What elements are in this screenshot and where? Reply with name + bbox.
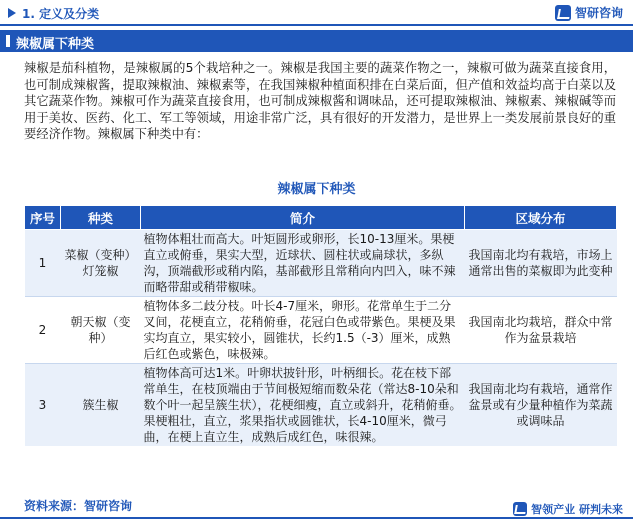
triangle-icon [8, 8, 16, 18]
table-header-row [25, 206, 617, 230]
cell-desc: 植物体多二歧分枝。叶长4-7厘米，卵形。花常单生于二分叉间，花梗直立，花稍俯垂，花冠白色或带紫色。果梗及果实均直立，果实较小，圆锥状，长约1.5（-3）厘米，成熟后红色或紫色，味极辣。 [141, 297, 465, 364]
footer-divider [0, 517, 633, 519]
footer-slogan: 智领产业 研判未来 [531, 503, 623, 516]
brand-logo [555, 4, 623, 21]
cell-no: 2 [25, 297, 61, 364]
cell-no: 1 [25, 230, 61, 297]
cell-desc: 植物体高可达1米。叶卵状披针形，叶柄细长。花在枝下部常单生，在枝顶端由于节间极短缩而数朵花（常达8-10朵和数个叶一起呈簇生状），花梗细瘦，直立或斜升，花稍俯垂。果梗粗壮，直立，浆果指状或圆锥状，长4-10厘米，微弓曲，在梗上直立生，成熟后成红色，味很辣。 [141, 364, 465, 447]
cell-type: 簇生椒 [61, 364, 141, 447]
header-desc: 简介 [141, 206, 465, 230]
cell-no: 3 [25, 364, 61, 447]
cell-desc: 植物体粗壮而高大。叶矩圆形或卵形，长10-13厘米。果梗直立或俯垂，果实大型，近球状、圆柱状或扁球状，多纵沟，顶端截形或稍内陷，基部截形且常稍向内凹入，味不辣而略带甜或稍带椒味。 [141, 230, 465, 297]
header-type: 种类 [61, 206, 141, 230]
intro-paragraph: 辣椒是茄科植物，是辣椒属的5个栽培种之一。辣椒是我国主要的蔬菜作物之一，辣椒可做为蔬菜直接食用，也可制成辣椒酱，提取辣椒油、辣椒素等，在我国辣椒种植面积排在白菜后面，但产值和效益均高于白菜以及其它蔬菜作物。辣椒可作为蔬菜直接食用，也可制成辣椒酱和调味品，还可提取辣椒油、辣椒素、辣椒碱等而用于美妆、医药、化工、军工等领域，用途非常广泛，具有很好的开发潜力，是世界上一类发展前景良好的重要经济作物。辣椒属下种类中有： [24, 61, 616, 142]
source-note: 资料来源：智研咨询 [24, 499, 133, 513]
banner-accent-bar [6, 35, 10, 47]
header-no: 序号 [25, 206, 61, 230]
cell-type: 朝天椒（变种） [61, 297, 141, 364]
footer-logo-icon [513, 502, 527, 516]
section-header-label: 1. 定义及分类 [22, 7, 100, 21]
banner-title: 辣椒属下种类 [16, 37, 95, 52]
header-dist: 区域分布 [465, 206, 617, 230]
table-title: 辣椒属下种类 [277, 182, 356, 197]
cell-dist: 我国南北均栽培，群众中常作为盆景栽培 [465, 297, 617, 364]
cell-type: 菜椒（变种）灯笼椒 [61, 230, 141, 297]
table-row [25, 297, 617, 364]
brand-name: 智研咨询 [574, 6, 623, 20]
title-banner [0, 30, 633, 52]
footer-brand [511, 501, 625, 517]
section-header [0, 0, 633, 26]
brand-logo-icon [555, 5, 571, 21]
header-divider [0, 24, 633, 26]
cell-dist: 我国南北均有栽培，市场上通常出售的菜椒即为此变种 [465, 230, 617, 297]
pepper-species-table [24, 205, 617, 446]
table-row [25, 364, 617, 447]
table-row [25, 230, 617, 297]
cell-dist: 我国南北均有栽培，通常作盆景或有少量种植作为菜蔬或调味品 [465, 364, 617, 447]
